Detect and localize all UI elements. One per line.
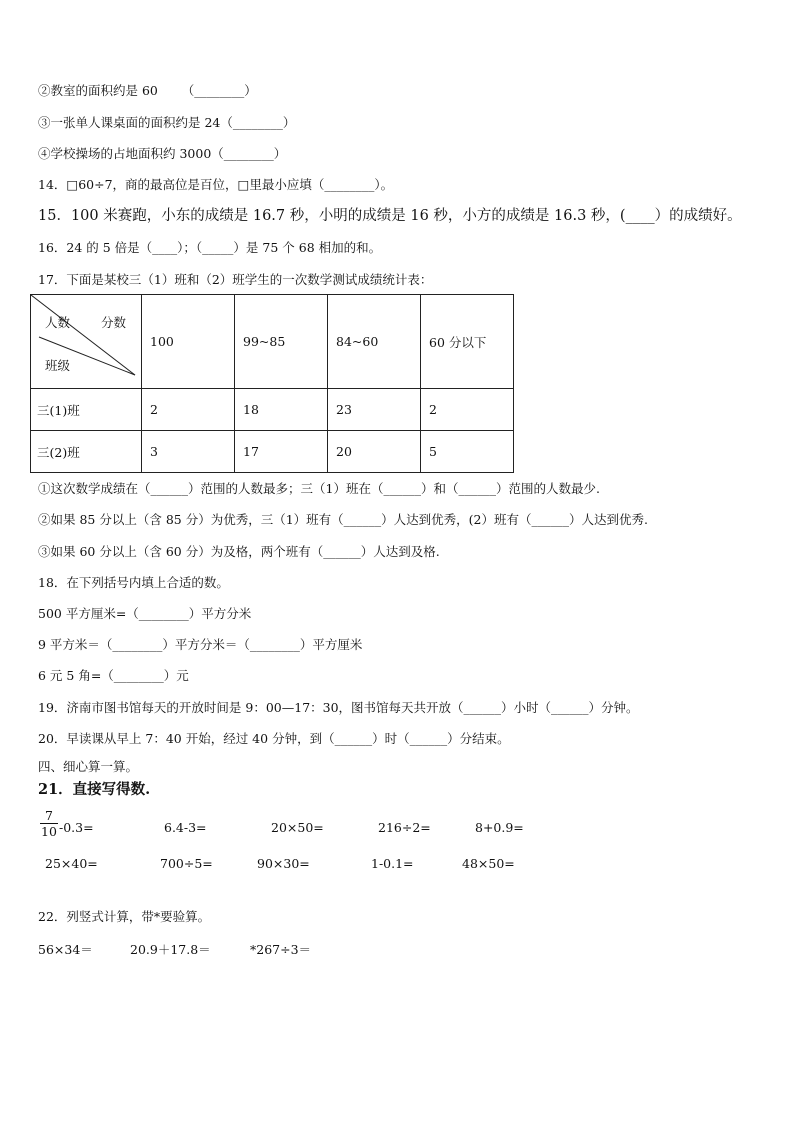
q18-title: 18．在下列括号内填上合适的数。 <box>38 575 229 590</box>
table-cell: 2 <box>421 389 514 431</box>
calc-item: 90×30= <box>257 856 310 871</box>
col-header: 100 <box>142 295 235 389</box>
table-row <box>31 431 514 473</box>
q13-item2: ②教室的面积约是 60 （________） <box>38 83 257 98</box>
score-table <box>30 294 514 473</box>
col-header: 84~60 <box>328 295 421 389</box>
table-cell: 3 <box>142 431 235 473</box>
fraction-numerator: 7 <box>40 808 58 824</box>
q20-text: 20．早读课从早上 7：40 开始，经过 40 分钟，到（______）时（______）分结束。 <box>38 731 510 746</box>
calc-item: 700÷5= <box>160 856 213 871</box>
q17-sub1: ①这次数学成绩在（______）范围的人数最多；三（1）班在（______）和（______）范围的人数最少. <box>38 481 600 496</box>
col-header: 99~85 <box>235 295 328 389</box>
row-label: 三(1)班 <box>31 389 142 431</box>
table-cell: 2 <box>142 389 235 431</box>
table-cell: 23 <box>328 389 421 431</box>
corner-score-label: 分数 <box>101 315 127 330</box>
calc-item: 48×50= <box>462 856 515 871</box>
section4-heading: 四、细心算一算。 <box>38 759 139 774</box>
table-cell: 5 <box>421 431 514 473</box>
q13-item3: ③一张单人课桌面的面积约是 24（________） <box>38 115 296 130</box>
col-header: 60 分以下 <box>421 295 514 389</box>
q22-title: 22．列竖式计算，带*要验算。 <box>38 909 211 924</box>
q14-text: 14．□60÷7，商的最高位是百位，□里最小应填（________）。 <box>38 177 394 192</box>
q18-line1: 500 平方厘米=（________）平方分米 <box>38 606 252 621</box>
calc-item: 8+0.9= <box>475 820 524 835</box>
q21-title: 21．直接写得数. <box>38 781 151 798</box>
corner-people-label: 人数 <box>45 315 71 330</box>
q17-title: 17．下面是某校三（1）班和（2）班学生的一次数学测试成绩统计表： <box>38 272 433 287</box>
fraction-seven-tenths <box>40 808 58 839</box>
calc-item: 1-0.1= <box>371 856 414 871</box>
fraction-denominator: 10 <box>41 824 57 839</box>
q19-text: 19．济南市图书馆每天的开放时间是 9：00—17：30，图书馆每天共开放（______）小时（______）分钟。 <box>38 700 639 715</box>
diagonal-lines <box>31 295 141 388</box>
vertical-calc-item: *267÷3＝ <box>250 942 312 957</box>
calc-item: 216÷2= <box>378 820 431 835</box>
q18-line2: 9 平方米＝（________）平方分米＝（________）平方厘米 <box>38 637 363 652</box>
q13-item4: ④学校操场的占地面积约 3000（________） <box>38 146 287 161</box>
calc-item: 6.4-3= <box>164 820 207 835</box>
table-cell: 18 <box>235 389 328 431</box>
calc-item: 25×40= <box>45 856 98 871</box>
corner-class-label: 班级 <box>45 358 71 373</box>
q18-line3: 6 元 5 角=（________）元 <box>38 668 189 683</box>
calc-item: -0.3= <box>59 820 94 835</box>
row-label: 三(2)班 <box>31 431 142 473</box>
q17-sub2: ②如果 85 分以上（含 85 分）为优秀，三（1）班有（______）人达到优秀，(2）班有（______）人达到优秀. <box>38 512 648 527</box>
q15-text: 15．100 米赛跑，小东的成绩是 16.7 秒，小明的成绩是 16 秒，小方的成绩是 16.3 秒，(____）的成绩好。 <box>38 208 742 224</box>
table-corner-header <box>31 295 142 389</box>
q17-sub3: ③如果 60 分以上（含 60 分）为及格，两个班有（______）人达到及格. <box>38 544 440 559</box>
calc-item: 20×50= <box>271 820 324 835</box>
vertical-calc-item: 20.9＋17.8＝ <box>130 942 211 957</box>
table-cell: 17 <box>235 431 328 473</box>
table-row <box>31 389 514 431</box>
q16-text: 16．24 的 5 倍是（____）；（_____）是 75 个 68 相加的和。 <box>38 240 382 255</box>
vertical-calc-item: 56×34＝ <box>38 942 93 957</box>
table-cell: 20 <box>328 431 421 473</box>
